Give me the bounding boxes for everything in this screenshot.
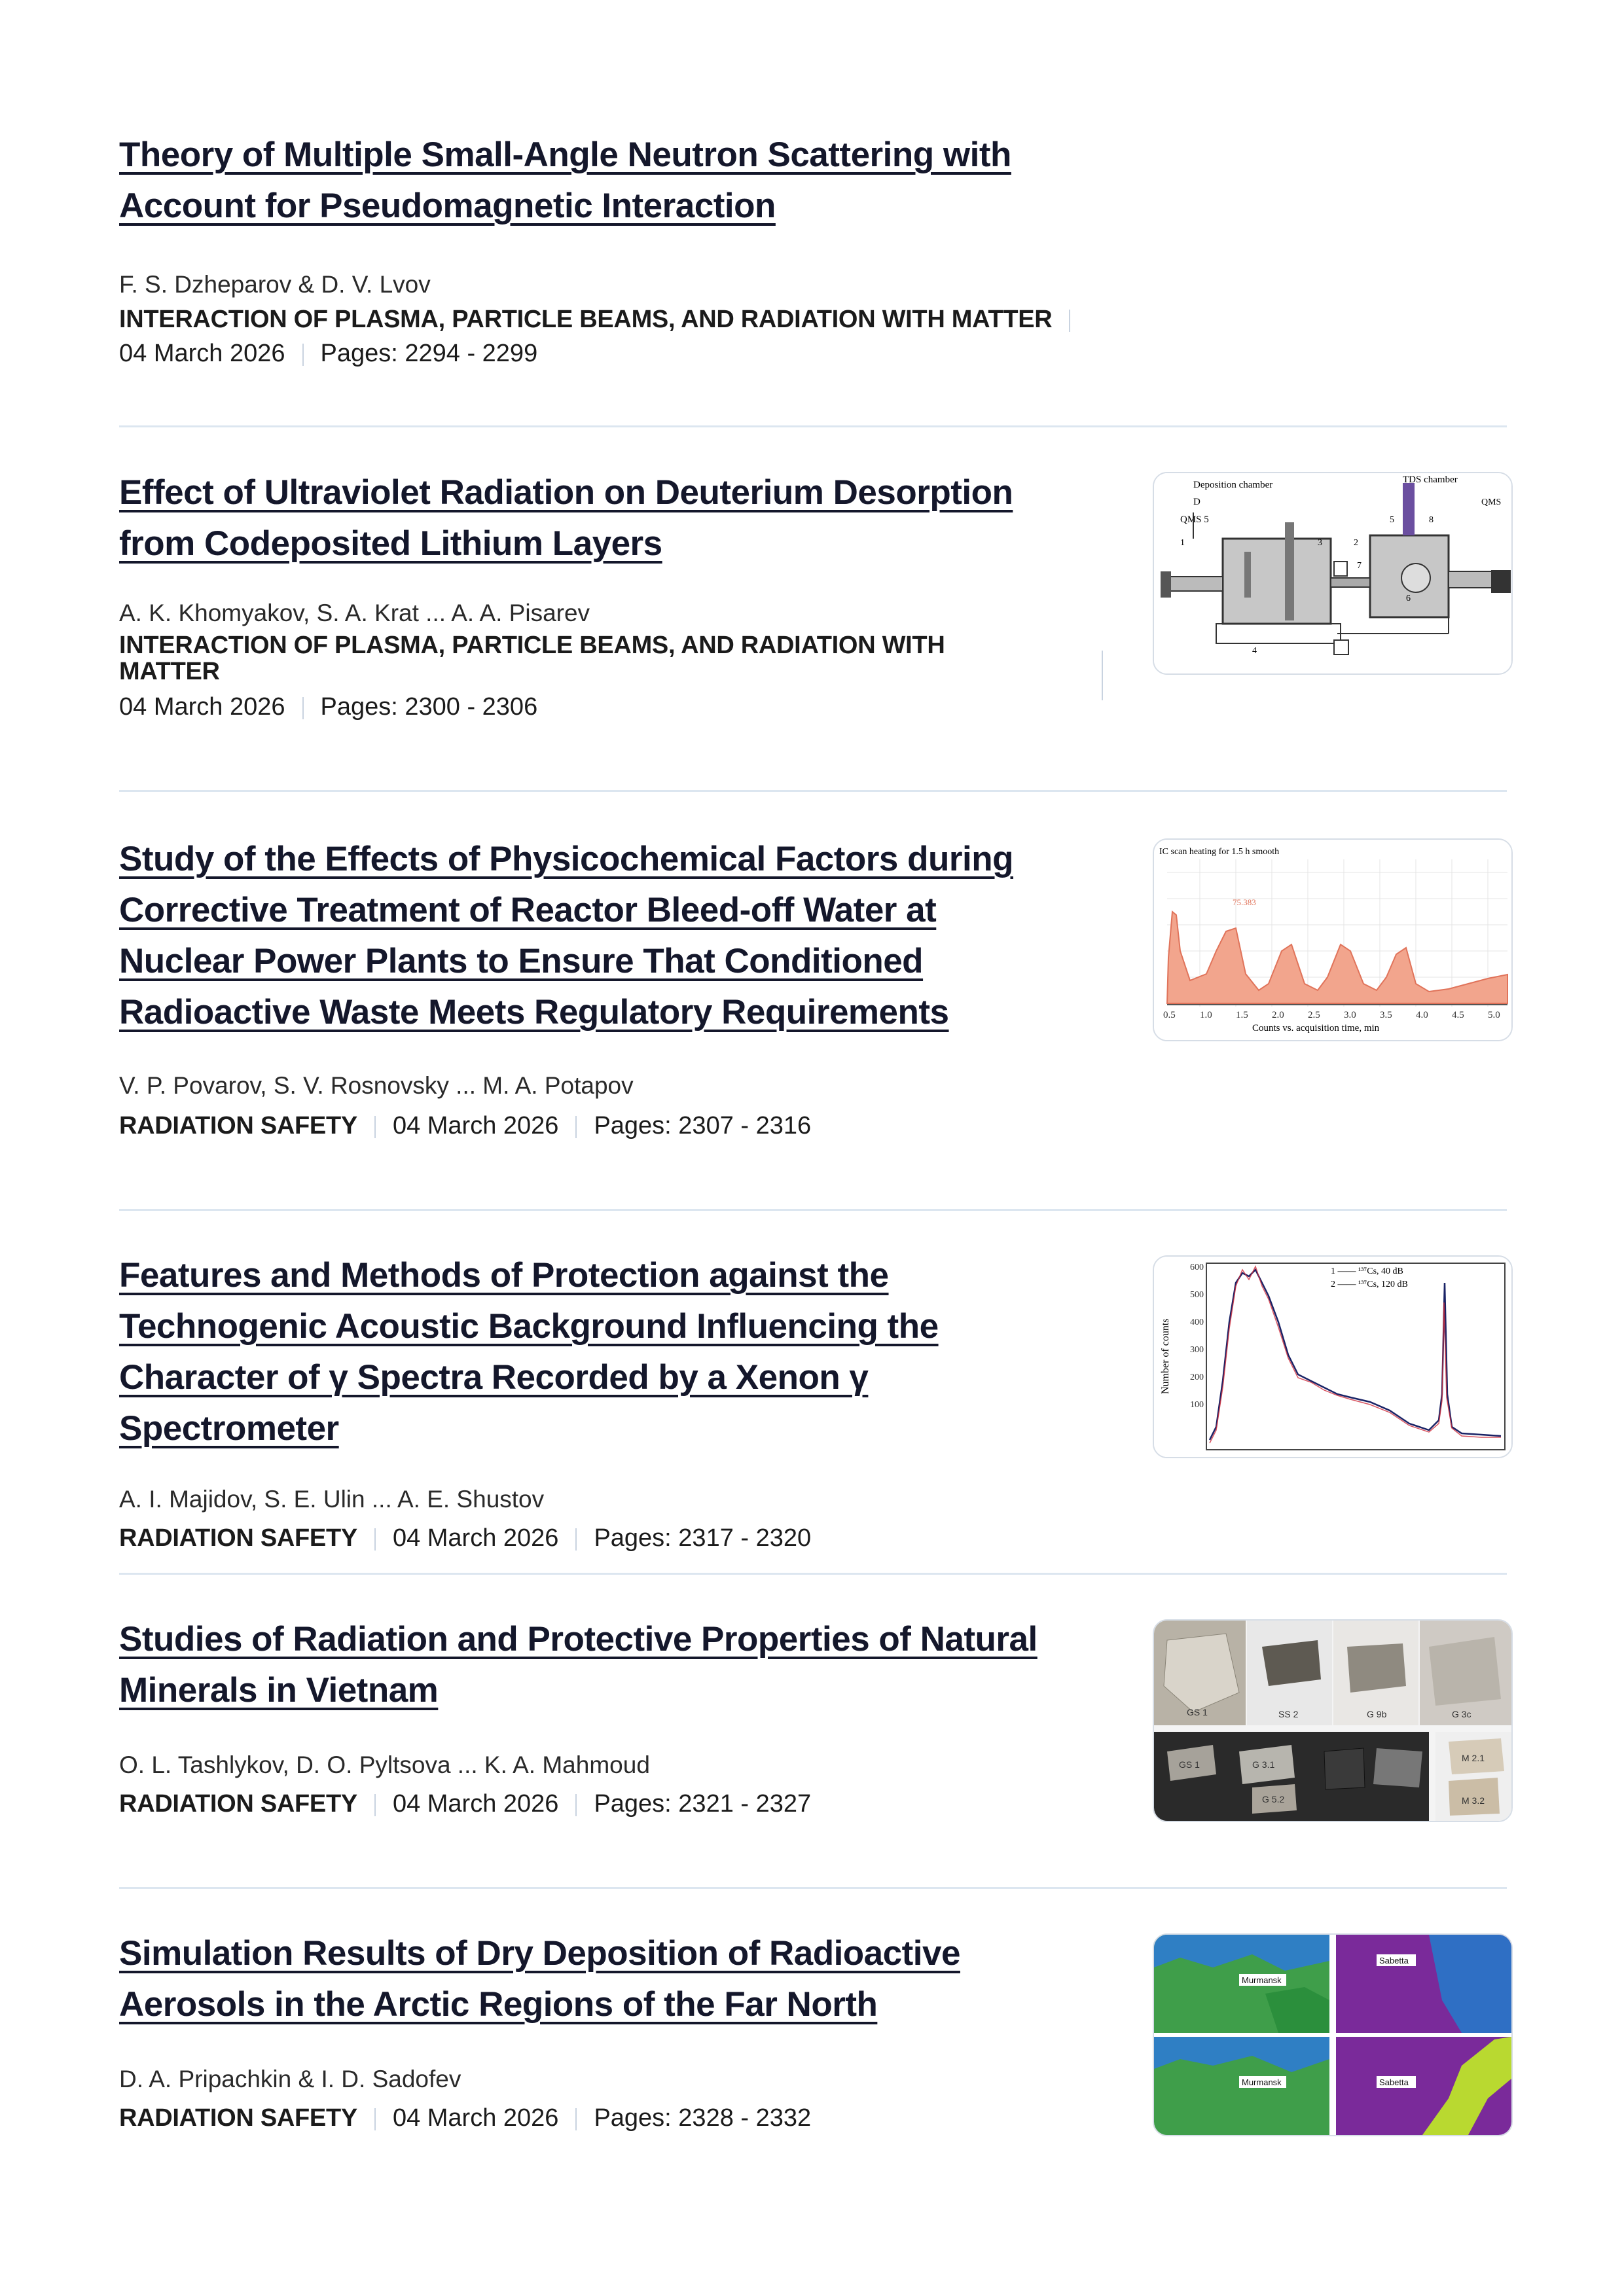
sample-label: GS 1 — [1187, 1707, 1208, 1717]
sample-label: G 9b — [1367, 1709, 1387, 1719]
article-journal-line: INTERACTION OF PLASMA, PARTICLE BEAMS, AND RADIATION WITH — [119, 632, 945, 659]
article-title-line: Simulation Results of Dry Deposition of Radioactive — [119, 1934, 960, 1973]
article-meta — [119, 302, 1507, 370]
deposition-maps-thumbnail[interactable] — [1153, 1933, 1513, 2136]
article-title-line: Effect of Ultraviolet Radiation on Deuterium Desorption — [119, 473, 1013, 512]
meta-separator — [575, 1794, 577, 1816]
chart-peak-label: 75.383 — [1233, 897, 1256, 907]
thumb-label: 4 — [1252, 646, 1257, 656]
article-pages: Pages: 2328 - 2332 — [594, 2104, 812, 2132]
article-journal[interactable]: RADIATION SAFETY — [119, 1524, 357, 1552]
article-title-line: Radioactive Waste Meets Regulatory Requirements — [119, 993, 949, 1031]
meta-separator — [575, 1116, 577, 1138]
meta-separator — [1102, 651, 1103, 700]
article-title-line: Technogenic Acoustic Background Influencing the — [119, 1307, 939, 1346]
article-authors: D. A. Pripachkin & I. D. Sadofev — [119, 2066, 461, 2092]
thumb-label: 2 — [1354, 538, 1358, 548]
sample-label: GS 1 — [1179, 1759, 1200, 1770]
tick-label: 2.5 — [1308, 1010, 1320, 1020]
tick-label: 500 — [1190, 1290, 1204, 1300]
article-date: 04 March 2026 — [119, 693, 285, 721]
article-title-line: Nuclear Power Plants to Ensure That Conditioned — [119, 942, 924, 980]
article-title-line: Theory of Multiple Small-Angle Neutron Scattering with — [119, 135, 1011, 174]
meta-separator — [575, 2108, 577, 2130]
thumb-label: QMS — [1481, 497, 1502, 507]
article-date: 04 March 2026 — [392, 2104, 559, 2132]
meta-separator — [374, 2108, 376, 2130]
tick-label: 5.0 — [1488, 1010, 1500, 1020]
article-pages: Pages: 2317 - 2320 — [594, 1524, 812, 1552]
article-title-line: Account for Pseudomagnetic Interaction — [119, 187, 776, 225]
article-meta — [119, 1521, 1507, 1555]
tick-label: 400 — [1190, 1318, 1204, 1327]
article-date: 04 March 2026 — [119, 340, 285, 367]
article-title[interactable] — [119, 467, 1088, 569]
tick-label: 3.5 — [1380, 1010, 1392, 1020]
meta-separator — [1069, 310, 1070, 332]
article-title[interactable] — [119, 1614, 1088, 1716]
article-pages: Pages: 2300 - 2306 — [320, 693, 538, 721]
article-journal[interactable]: RADIATION SAFETY — [119, 1790, 357, 1818]
tick-label: 600 — [1190, 1263, 1204, 1272]
tick-label: 100 — [1190, 1400, 1204, 1410]
chart-legend-entry: 2 —— ¹³⁷Cs, 120 dB — [1331, 1280, 1408, 1289]
chart-ylabel: Number of counts — [1160, 1318, 1171, 1394]
chart-caption: IC scan heating for 1.5 h smooth — [1159, 847, 1280, 857]
chart-xlabel: Counts vs. acquisition time, min — [1252, 1023, 1380, 1033]
article-title-line: Study of the Effects of Physicochemical Factors during — [119, 840, 1013, 878]
thumb-label: 1 — [1180, 538, 1185, 548]
sample-label: G 3c — [1452, 1709, 1471, 1719]
meta-separator — [302, 697, 304, 719]
thumb-label: 7 — [1357, 561, 1362, 571]
article-divider — [119, 1573, 1507, 1575]
article-title[interactable] — [119, 1250, 1088, 1454]
article-journal[interactable] — [119, 632, 945, 685]
thumb-label: 3 — [1318, 538, 1322, 548]
article-pages: Pages: 2307 - 2316 — [594, 1112, 812, 1139]
article-authors: O. L. Tashlykov, D. O. Pyltsova ... K. A. Mahmoud — [119, 1751, 650, 1778]
map-city-label: Sabetta — [1379, 1956, 1409, 1965]
mineral-samples-photo-thumbnail[interactable] — [1153, 1619, 1513, 1822]
thumb-label: 5 — [1390, 515, 1394, 525]
meta-separator — [374, 1794, 376, 1816]
article-authors: A. K. Khomyakov, S. A. Krat ... A. A. Pisarev — [119, 600, 590, 626]
article-title-line: Character of γ Spectra Recorded by a Xenon γ Spectrometer — [119, 1358, 869, 1448]
thumb-label: Deposition chamber — [1193, 480, 1273, 490]
sample-label: SS 2 — [1278, 1709, 1299, 1719]
sample-label: G 5.2 — [1262, 1794, 1285, 1804]
map-city-label: Sabetta — [1379, 2077, 1409, 2087]
article-date: 04 March 2026 — [392, 1112, 559, 1139]
meta-separator — [374, 1116, 376, 1138]
meta-separator — [374, 1528, 376, 1551]
thumb-label: 6 — [1406, 594, 1411, 603]
article-divider — [119, 790, 1507, 792]
article-meta — [119, 1109, 1507, 1143]
article-divider — [119, 425, 1507, 427]
map-city-label: Murmansk — [1242, 2077, 1282, 2087]
article-card — [119, 130, 1507, 370]
thumb-label: TDS chamber — [1403, 475, 1458, 485]
tick-label: 4.0 — [1416, 1010, 1428, 1020]
article-journal[interactable]: RADIATION SAFETY — [119, 1112, 357, 1139]
article-pages: Pages: 2321 - 2327 — [594, 1790, 812, 1818]
article-authors: V. P. Povarov, S. V. Rosnovsky ... M. A. Potapov — [119, 1072, 634, 1099]
tick-label: 0.5 — [1163, 1010, 1176, 1020]
counts-chart-thumbnail[interactable] — [1153, 838, 1513, 1041]
tick-label: 1.0 — [1200, 1010, 1212, 1020]
article-pages: Pages: 2294 - 2299 — [320, 340, 538, 367]
article-title-line: Features and Methods of Protection against the — [119, 1256, 889, 1295]
sample-label: M 3.2 — [1462, 1795, 1485, 1806]
article-title[interactable] — [119, 130, 1088, 232]
article-title-line: Corrective Treatment of Reactor Bleed-off Water at — [119, 891, 937, 929]
tick-label: 300 — [1190, 1345, 1204, 1355]
article-authors: F. S. Dzheparov & D. V. Lvov — [119, 271, 431, 298]
article-title-line: from Codeposited Lithium Layers — [119, 524, 662, 563]
tick-label: 3.0 — [1344, 1010, 1356, 1020]
article-title[interactable] — [119, 834, 1088, 1038]
sample-label: M 2.1 — [1462, 1753, 1485, 1763]
thumb-label: 8 — [1429, 515, 1434, 525]
article-title-line: Studies of Radiation and Protective Properties of Natural — [119, 1620, 1038, 1659]
article-divider — [119, 1209, 1507, 1211]
article-title-line: Aerosols in the Arctic Regions of the Far North — [119, 1985, 878, 2024]
gamma-spectrum-thumbnail[interactable] — [1153, 1255, 1513, 1458]
tick-label: 4.5 — [1452, 1010, 1464, 1020]
apparatus-diagram-thumbnail[interactable] — [1153, 472, 1513, 675]
tick-label: 2.0 — [1272, 1010, 1284, 1020]
tick-label: 200 — [1190, 1372, 1204, 1382]
article-journal[interactable]: INTERACTION OF PLASMA, PARTICLE BEAMS, AND RADIATION WITH MATTER — [119, 306, 1053, 333]
meta-separator — [302, 344, 304, 366]
article-title-line: Minerals in Vietnam — [119, 1671, 439, 1710]
article-date: 04 March 2026 — [392, 1524, 559, 1552]
article-divider — [119, 1887, 1507, 1889]
article-journal-line: MATTER — [119, 658, 220, 685]
meta-separator — [575, 1528, 577, 1551]
article-journal[interactable]: RADIATION SAFETY — [119, 2104, 357, 2132]
chart-legend-entry: 1 —— ¹³⁷Cs, 40 dB — [1331, 1266, 1403, 1276]
thumb-label: QMS 5 — [1180, 514, 1209, 525]
article-authors: A. I. Majidov, S. E. Ulin ... A. E. Shustov — [119, 1486, 545, 1513]
article-title[interactable] — [119, 1928, 1088, 2030]
thumb-label: D — [1193, 497, 1200, 507]
map-city-label: Murmansk — [1242, 1975, 1282, 1985]
sample-label: G 3.1 — [1252, 1759, 1275, 1770]
tick-label: 1.5 — [1236, 1010, 1248, 1020]
article-date: 04 March 2026 — [392, 1790, 559, 1818]
